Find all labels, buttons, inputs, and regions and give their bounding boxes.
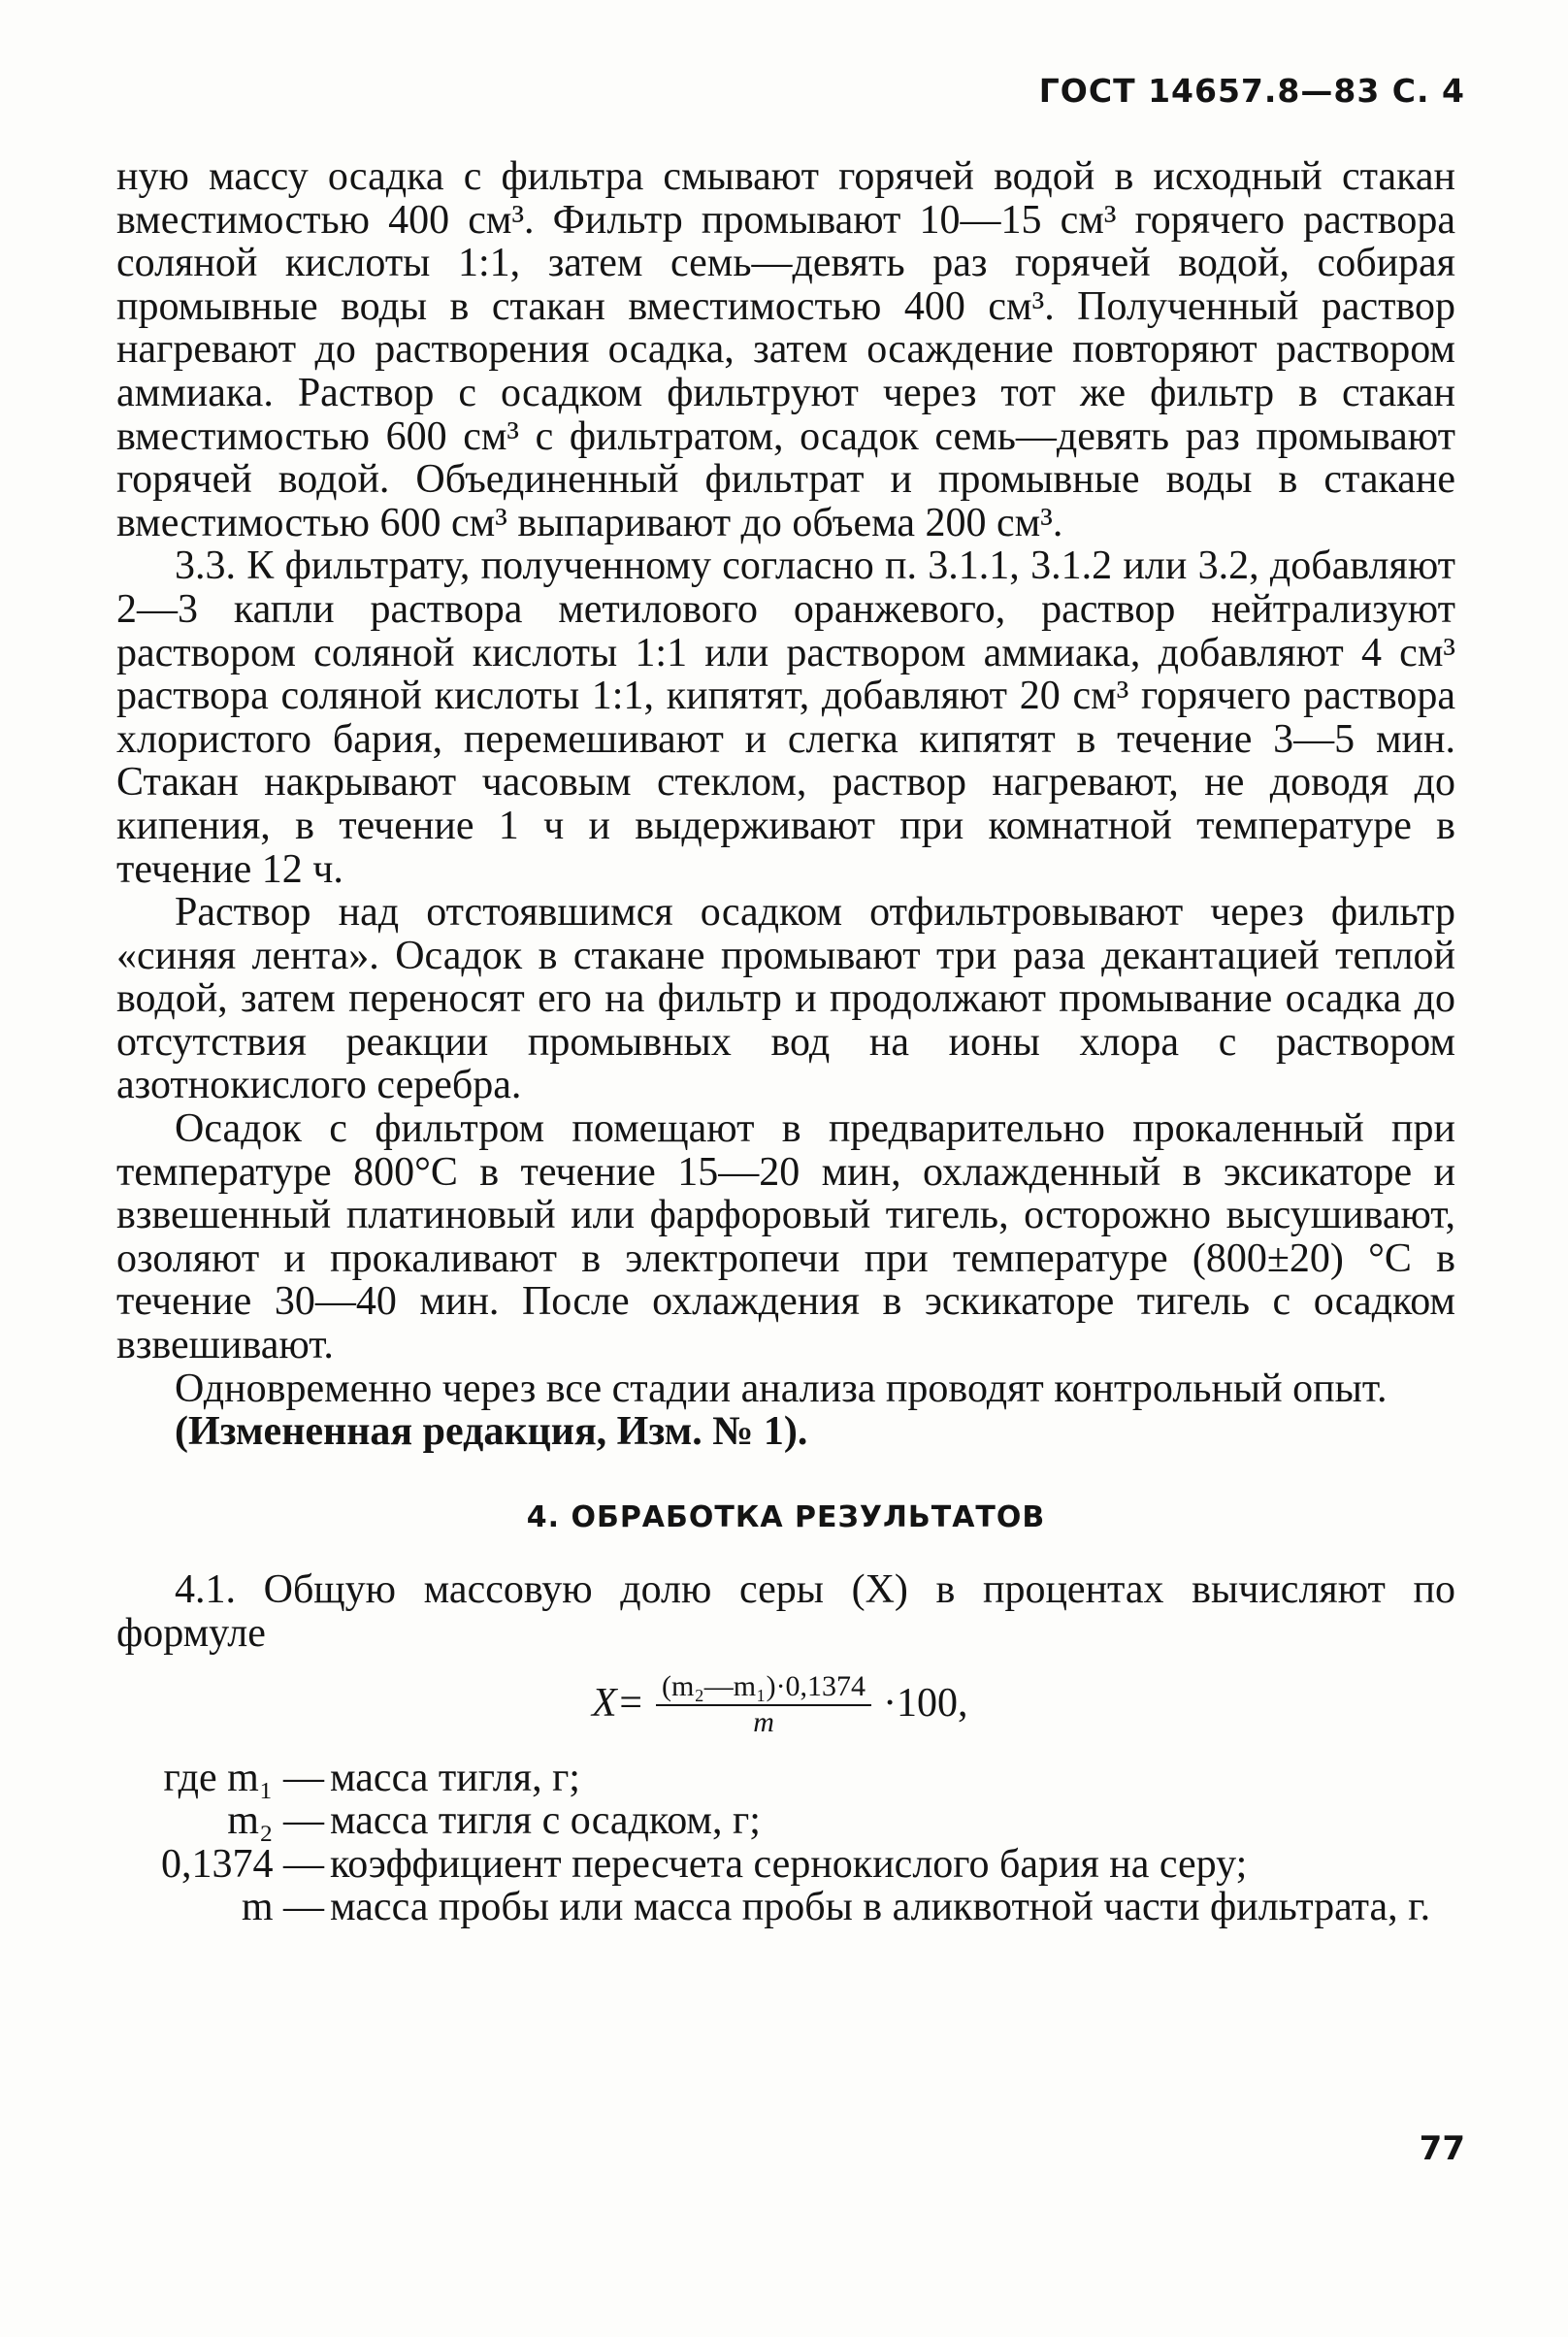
paragraph: 3.3. К фильтрату, полученному согласно п. 3.1.1, 3.1.2 или 3.2, добавляют 2—3 капли раствора метилового оранжевого, раствор нейтрализуют раствором соляной кислоты 1:1 или раствором аммиака, добавляют 4 см³ раствора соляной кислоты 1:1, кипятят, добавляют 20 см³ горячего раствора хлористого бария, перемешивают и слегка кипятят в течение 3—5 мин. Стакан накрывают часовым стеклом, раствор нагревают, не доводя до кипения, в течение 1 ч и выдерживают при комнатной температуре в течение 12 ч.	[116, 543, 1455, 892]
variable-definitions	[116, 1757, 1455, 1929]
paragraph: Осадок с фильтром помещают в предварительно прокаленный при температуре 800°С в течение 15—20 мин, охлажденный в эксикаторе и взвешенный платиновый или фарфоровый тигель, осторожно высушивают, озоляют и прокаливают в электропечи при температуре (800±20) °С в течение 30—40 мин. После охлаждения в эскикаторе тигель с осадком взвешивают.	[116, 1106, 1455, 1368]
paragraph: Одновременно через все стадии анализа проводят контрольный опыт.	[175, 1366, 1388, 1411]
definition-text: масса тигля, г;	[330, 1755, 580, 1800]
definition-symbol: где m₁ —	[163, 1755, 324, 1800]
body-text	[116, 155, 1455, 1929]
page-header: ГОСТ 14657.8—83 С. 4	[1038, 72, 1465, 110]
definition-row	[116, 1757, 1455, 1800]
definition-text: масса пробы или масса пробы в аликвотной части фильтрата, г.	[330, 1885, 1431, 1930]
definition-symbol: m₂ —	[227, 1798, 324, 1844]
definition-row	[116, 1843, 1455, 1887]
amendment-note: (Измененная редакция, Изм. № 1).	[175, 1409, 808, 1455]
section-title: 4. ОБРАБОТКА РЕЗУЛЬТАТОВ	[526, 1499, 1046, 1534]
formula-numerator: (m₂—m₁)·0,1374	[656, 1669, 871, 1706]
formula	[592, 1669, 1455, 1739]
formula-denominator: m	[753, 1705, 774, 1738]
paragraph: 4.1. Общую массовую долю серы (X) в процентах вычисляют по формуле	[116, 1567, 1455, 1656]
definition-symbol: 0,1374 —	[161, 1841, 324, 1887]
formula-rhs: ·100,	[883, 1681, 968, 1727]
definition-symbol: m —	[241, 1885, 324, 1930]
definition-text: коэффициент пересчета сернокислого бария на серу;	[330, 1841, 1248, 1887]
definition-text: масса тигля с осадком, г;	[330, 1798, 761, 1844]
page-number: 77	[1419, 2129, 1465, 2168]
paragraph: Раствор над отстоявшимся осадком отфильтровывают через фильтр «синяя лента». Осадок в стакане промывают три раза декантацией теплой водой, затем переносят его на фильтр и продолжают промывание осадка до отсутствия реакции промывных вод на ионы хлора с раствором азотнокислого серебра.	[116, 890, 1455, 1108]
definition-row	[116, 1886, 1455, 1929]
formula-fraction	[656, 1669, 871, 1739]
formula-lhs: X=	[592, 1681, 644, 1727]
definition-row	[116, 1799, 1455, 1843]
paragraph: ную массу осадка с фильтра смывают горячей водой в исходный стакан вместимостью 400 см³. Фильтр промывают 10—15 см³ горячего раствора соляной кислоты 1:1, затем семь—девять раз горячей водой, собирая промывные воды в стакан вместимостью 400 см³. Полученный раствор нагревают до растворения осадка, затем осаждение повторяют раствором аммиака. Раствор с осадком фильтруют через тот же фильтр в стакан вместимостью 600 см³ с фильтратом, осадок семь—девять раз промывают горячей водой. Объединенный фильтрат и промывные воды в стакане вместимостью 600 см³ выпаривают до объема 200 см³.	[116, 154, 1455, 545]
